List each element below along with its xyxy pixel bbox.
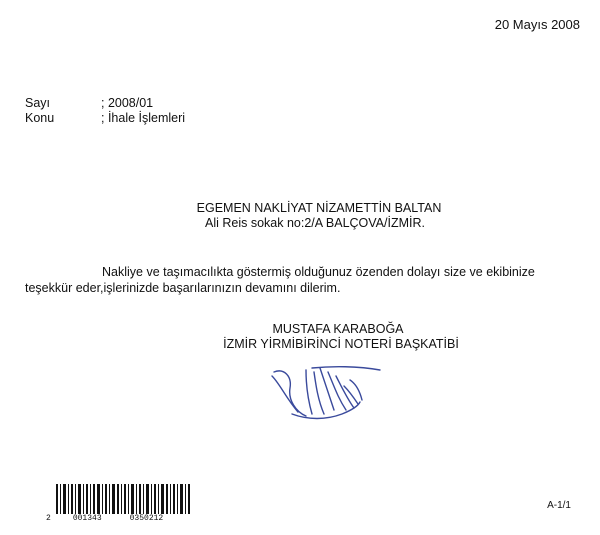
reference-block [25, 96, 185, 126]
body-paragraph: Nakliye ve taşımacılıkta göstermiş olduğunuz özenden dolayı size ve ekibinize teşekkür eder,işlerinizde başarılarınızın devamını dilerim. [25, 265, 535, 295]
signer-name: MUSTAFA KARABOĞA [272, 322, 404, 336]
signer-title: İZMİR YİRMİBİRİNCİ NOTERİ BAŞKATİBİ [223, 337, 459, 351]
subject-label: Konu [25, 111, 55, 125]
barcode-digit-group-2: 0350212 [129, 514, 164, 523]
recipient-name: EGEMEN NAKLİYAT NİZAMETTİN BALTAN [196, 201, 442, 215]
barcode-digit-group-1: 001343 [72, 514, 102, 523]
subject-value: ; İhale İşlemleri [101, 111, 186, 125]
letter-body [25, 264, 575, 296]
handwritten-signature [262, 362, 382, 424]
reference-label: Sayı [25, 96, 51, 110]
barcode-digits [46, 514, 163, 523]
reference-row-number [25, 96, 185, 111]
recipient-address: Ali Reis sokak no:2/A BALÇOVA/İZMİR. [205, 215, 425, 230]
barcode-digit-prefix: 2 [46, 514, 51, 523]
recipient-block [0, 202, 600, 229]
reference-value: ; 2008/01 [101, 96, 154, 110]
reference-row-subject [25, 111, 185, 126]
letter-date: 20 Mayıs 2008 [494, 17, 580, 32]
signature-block [0, 322, 600, 352]
page-number: A-1/1 [547, 500, 571, 511]
barcode [46, 484, 198, 514]
